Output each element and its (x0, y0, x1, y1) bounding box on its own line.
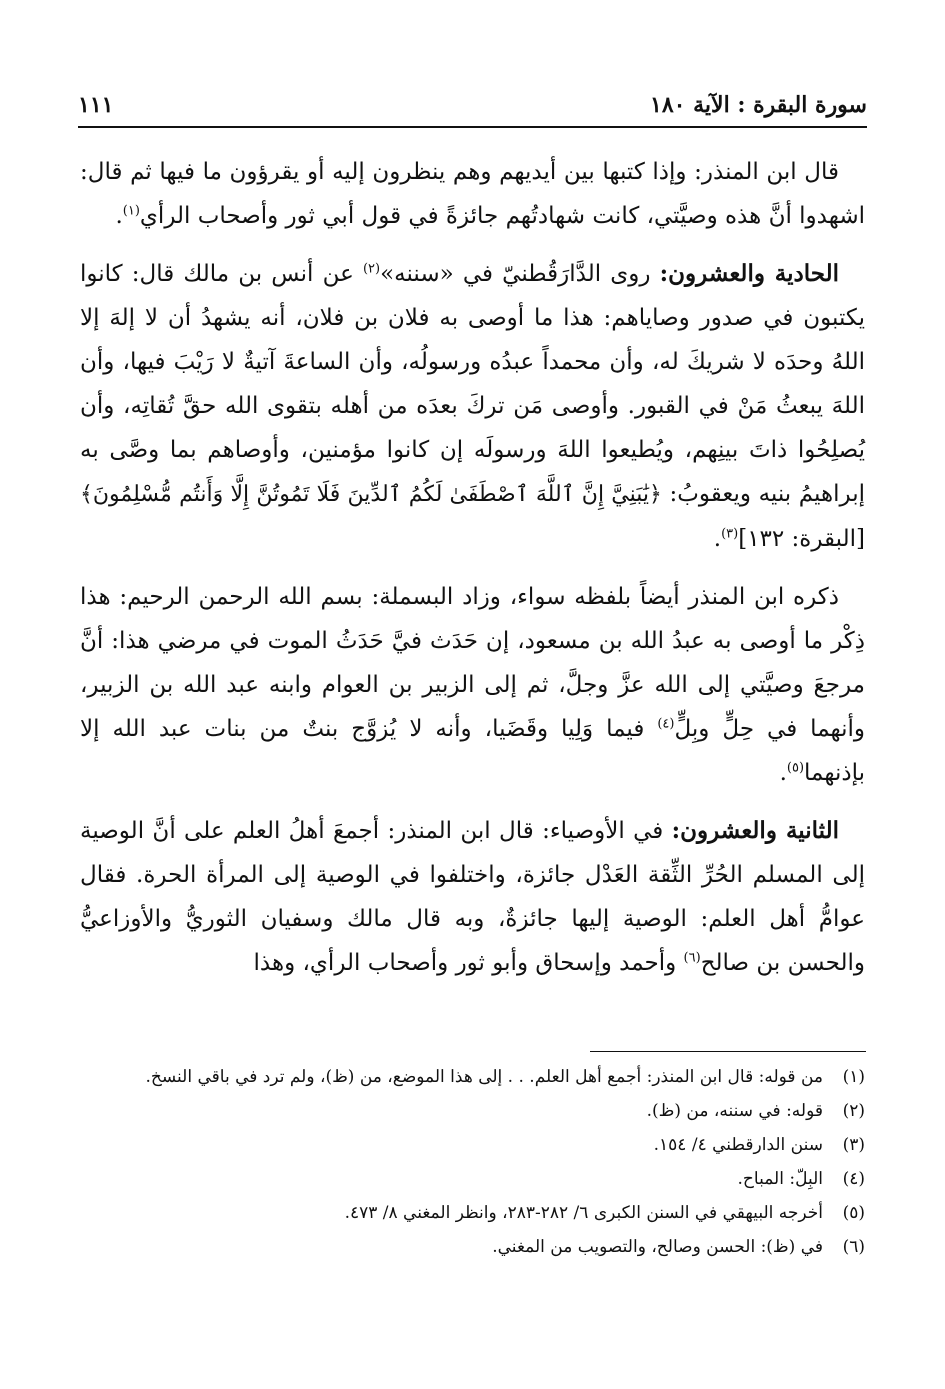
text-run: في الأوصياء: قال ابن المنذر: أجمعَ أهلُ العلم على أنَّ الوصية إلى المسلم الحُرِّ الثِّقة العَدْل جائزة، واختلفوا في الوصية إلى المرأة الحرة. فقال عوامُّ أهل العلم: الوصية إليها جائزةٌ، وبه قال مالك وسفيان الثوريُّ والأوزاعيُّ والحسن بن صالح (80, 818, 865, 976)
footnote-number: (٢) (842, 1101, 865, 1121)
footnote-text: قوله: في سننه، من (ظ). (646, 1101, 823, 1121)
footnote-number: (١) (842, 1067, 865, 1087)
text-run: قال ابن المنذر: وإذا كتبها بين أيديهم وهم ينظرون إليه أو يقرؤون ما فيها ثم قال: اشهدوا أنَّ هذه وصيَّتي، كانت شهادتُهم جائزةً في قول أبي ثور وأصحاب الرأي (80, 159, 865, 229)
text-run: وأحمد وإسحاق وأبو ثور وأصحاب الرأي، وهذا (253, 950, 684, 976)
footnote (80, 1162, 865, 1196)
paragraph (80, 150, 865, 238)
footnote-number: (٦) (842, 1237, 865, 1257)
page-number: ١١١ (78, 92, 114, 118)
text-run: . (115, 203, 123, 229)
footnote-separator (590, 1051, 866, 1052)
header-title: سورة البقرة : الآية ١٨٠ (650, 92, 867, 118)
text-run: [البقرة: ١٣٢] (738, 526, 865, 552)
footnote-ref: (٢) (362, 261, 381, 277)
text-run: روى الدَّارَقُطنيّ في «سننه» (380, 261, 660, 287)
paragraph (80, 575, 865, 795)
footnote-number: (٤) (842, 1169, 865, 1189)
footnote-ref: (٤) (657, 716, 675, 732)
text-run: . (713, 526, 722, 552)
footnote-number: (٣) (842, 1135, 865, 1155)
footnote-ref: (٦) (683, 950, 701, 966)
text-run: فيما وَلِيا وقَضَيا، وأنه لا يُزوَّج بنتٌ من بنات عبد الله إلا بإذنهما (80, 716, 865, 786)
footnote-ref: (٣) (721, 526, 739, 542)
footnote-ref: (١) (122, 203, 140, 219)
footnote (80, 1196, 865, 1230)
footnote-text: في (ظ): الحسن وصالح، والتصويب من المغني. (492, 1237, 823, 1257)
footnote (80, 1094, 865, 1128)
paragraph (80, 809, 865, 985)
footnote-number: (٥) (842, 1203, 865, 1223)
footnote-ref: (٥) (786, 760, 805, 776)
section-heading: الثانية والعشرون: (671, 817, 839, 844)
footnote (80, 1060, 865, 1094)
text-run: عن أنس بن مالك قال: كانوا يكتبون في صدور وصاياهم: هذا ما أوصى به فلان بن فلان، أنه يشهدُ أن لا إلهَ إلا اللهُ وحدَه لا شريكَ له، وأن محمداً عبدُه ورسولُه، وأن الساعةَ آتيةٌ لا رَيْبَ فيها، وأن اللهَ يبعثُ مَنْ في القبور. وأوصى مَن تركَ بعدَه من أهله بتقوى الله حقَّ تُقاتِه، وأن يُصلِحُوا ذاتَ بينِهم، ويُطيعوا اللهَ ورسولَه إن كانوا مؤمنين، وأوصاهم بما وصَّى به إبراهيمُ بنيه ويعقوبُ: (80, 261, 865, 507)
footnote-text: سنن الدارقطني ٤/ ١٥٤. (653, 1135, 823, 1155)
header-rule (78, 126, 867, 128)
quran-verse: ﴿يَٰبَنِيَّ إِنَّ ٱللَّهَ ٱصْطَفَىٰ لَكُمُ ٱلدِّينَ فَلَا تَمُوتُنَّ إِلَّا وَأَنتُم مُّسْلِمُونَ﴾ (80, 482, 662, 507)
footnote-text: من قوله: قال ابن المنذر: أجمع أهل العلم. . . إلى هذا الموضع، من (ظ)، ولم ترد في باقي النسخ. (145, 1067, 823, 1087)
paragraph (80, 252, 865, 561)
running-header (78, 85, 867, 125)
footnote (80, 1128, 865, 1162)
section-heading: الحادية والعشرون: (659, 260, 840, 287)
text-run: ذكره ابن المنذر أيضاً بلفظه سواء، وزاد البسملة: بسم الله الرحمن الرحيم: هذا ذِكْر ما أوصى به عبدُ الله بن مسعود، إن حَدَث فيَّ حَدَثُ الموت في مرضي هذا: أنَّ مرجعَ وصيَّتي إلى الله عزَّ وجلَّ، ثم إلى الزبير بن العوام وابنه عبد الله بن الزبير، وأنهما في حِلٍّ وبِلٍّ (80, 584, 865, 742)
footnote-text: أخرجه البيهقي في السنن الكبرى ٦/ ٢٨٢-٢٨٣، وانظر المغني ٨/ ٤٧٣. (344, 1203, 823, 1223)
text-run: . (779, 760, 787, 786)
main-text (80, 150, 865, 999)
footnote-text: البِلّ: المباح. (737, 1169, 823, 1189)
footnotes (80, 1060, 865, 1264)
footnote (80, 1230, 865, 1264)
